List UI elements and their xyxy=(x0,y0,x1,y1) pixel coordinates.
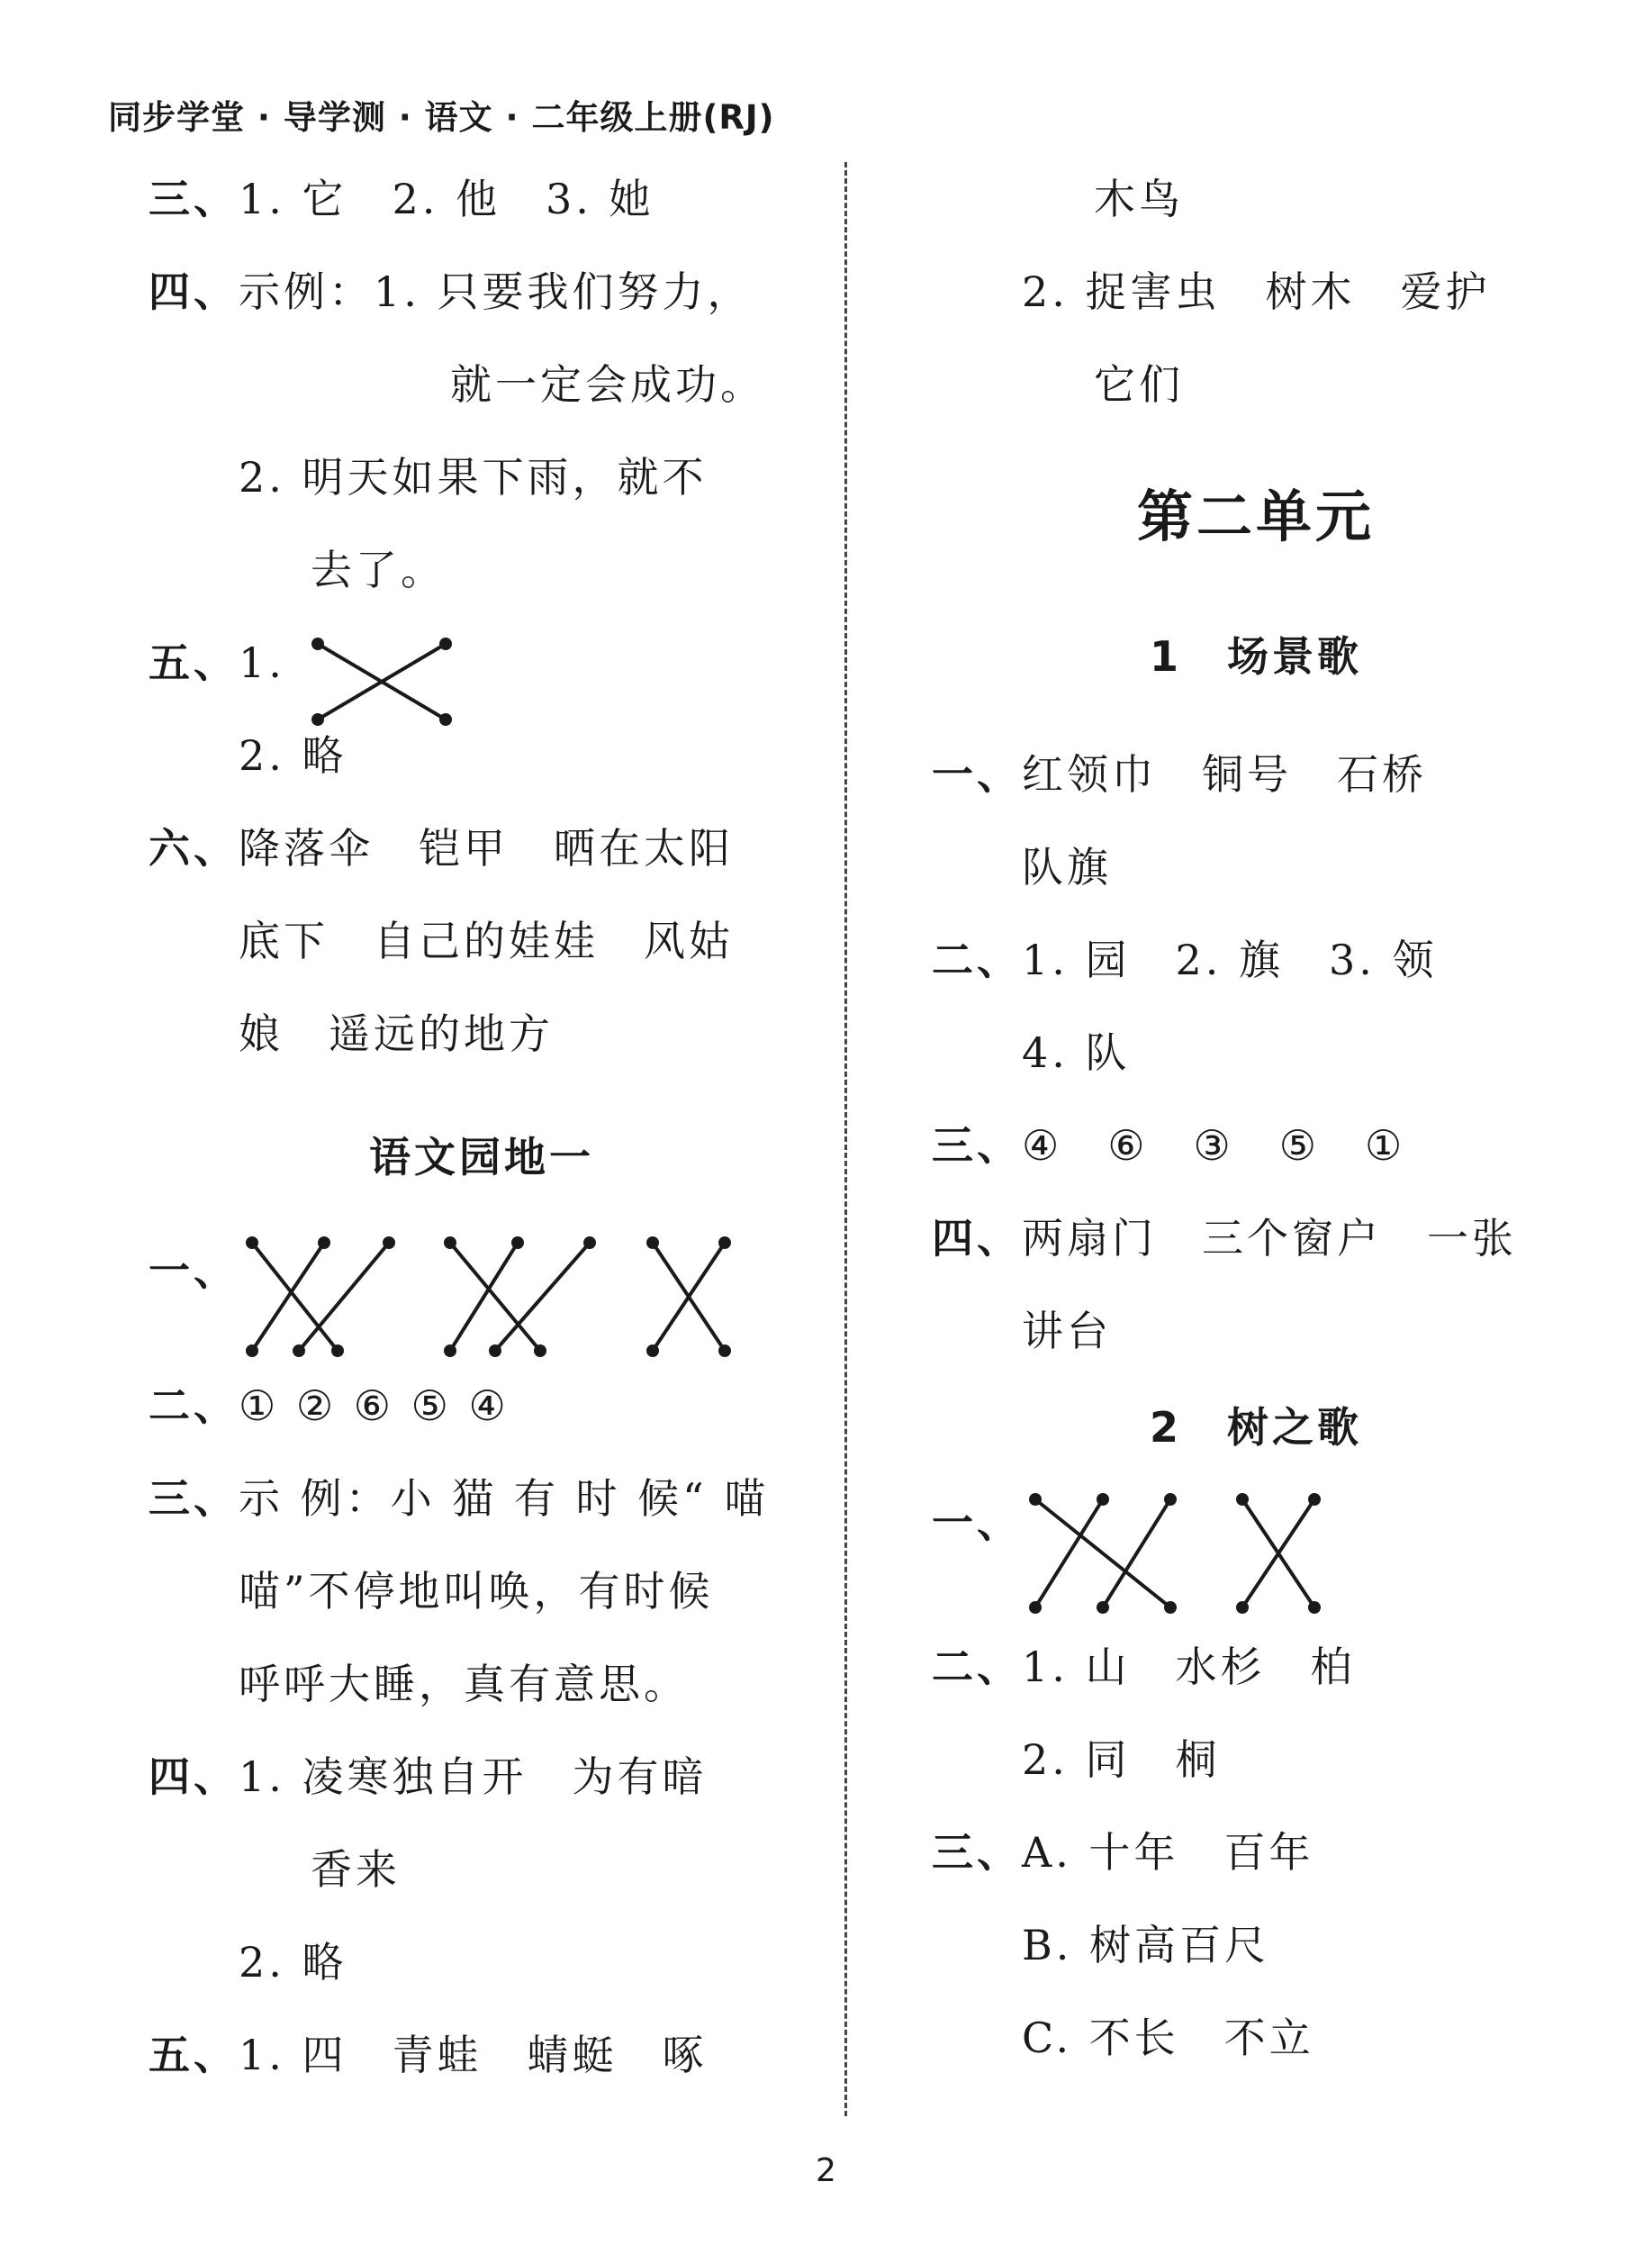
answer-4-line3: 2. 明天如果下雨，就不 xyxy=(239,453,708,502)
garden-answer-3-line2: 喵”不停地叫唤，有时候 xyxy=(239,1567,714,1616)
lesson1-answer-4-line2: 讲台 xyxy=(1022,1307,1112,1355)
lesson1-answer-4-line1: 四、两扇门 三个窗户 一张 xyxy=(932,1214,1517,1263)
answer-3: 三、1. 它 2. 他 3. 她 xyxy=(149,175,654,223)
continued-line3: 它们 xyxy=(1094,360,1184,409)
answer-4-line4: 去了。 xyxy=(311,546,446,594)
lesson1-answer-3: 三、④ ⑥ ③ ⑤ ① xyxy=(932,1121,1406,1170)
lesson2-answer-3-line2: B. 树高百尺 xyxy=(1022,1921,1270,1969)
lesson-title: 2 树之歌 xyxy=(1149,1403,1362,1452)
garden-answer-4-line1: 四、1. 凌寒独自开 为有暗 xyxy=(149,1752,708,1801)
lesson2-answer-1: 一、 xyxy=(932,1477,1580,1621)
matching-lines-diagram xyxy=(1026,1490,1332,1616)
answer-5-item2: 2. 略 xyxy=(239,731,348,780)
page-number: 2 xyxy=(816,2152,836,2189)
lesson1-answer-2-line2: 4. 队 xyxy=(1022,1028,1131,1077)
unit-title: 第二单元 xyxy=(1136,484,1375,549)
garden-answer-4-line3: 2. 略 xyxy=(239,1938,348,1987)
lesson1-answer-1-line2: 队旗 xyxy=(1022,843,1112,892)
answer-4-line2: 就一定会成功。 xyxy=(450,360,765,409)
answer-6-line2: 底下 自己的娃娃 风姑 xyxy=(239,917,734,965)
answer-6-line1: 六、降落伞 铠甲 晒在太阳 xyxy=(149,824,734,873)
column-divider xyxy=(844,162,847,2116)
lesson2-answer-2-line1: 二、1. 山 水杉 柏 xyxy=(932,1643,1356,1691)
lesson-title: 1 场景歌 xyxy=(1149,632,1362,681)
continued-line1: 木鸟 xyxy=(1094,175,1184,223)
garden-answer-5-line1: 五、1. 四 青蛙 蜻蜓 啄 xyxy=(149,2031,708,2079)
right-column xyxy=(932,153,1580,2085)
answer-5-item1: 五、1. xyxy=(149,617,815,710)
continued-line2: 2. 捉害虫 树木 爱护 xyxy=(1022,267,1491,316)
garden-answer-3-line3: 呼呼大睡，真有意思。 xyxy=(239,1660,689,1708)
garden-answer-3-line1: 三、示 例：小 猫 有 时 候“ 喵 xyxy=(149,1474,770,1523)
lesson1-answer-1-line1: 一、红领巾 铜号 石桥 xyxy=(932,750,1427,799)
garden-answer-4-line2: 香来 xyxy=(311,1845,401,1894)
lesson2-answer-3-line3: C. 不长 不立 xyxy=(1022,2014,1314,2062)
lesson2-answer-3-line1: 三、A. 十年 百年 xyxy=(932,1828,1314,1877)
book-header: 同步学堂 · 导学测 · 语文 · 二年级上册(RJ) xyxy=(108,98,775,137)
answer-4-line1: 四、示例：1. 只要我们努力， xyxy=(149,267,753,316)
garden-answer-1: 一、 xyxy=(149,1225,815,1360)
section-title: 语文园地一 xyxy=(369,1133,594,1181)
answer-6-line3: 娘 遥远的地方 xyxy=(239,1009,554,1058)
left-column xyxy=(149,153,815,2102)
lesson1-answer-2-line1: 二、1. 园 2. 旗 3. 领 xyxy=(932,936,1438,984)
lesson2-answer-2-line2: 2. 同 桐 xyxy=(1022,1735,1221,1784)
matching-lines-diagram xyxy=(243,1234,756,1360)
garden-answer-2: 二、① ② ⑥ ⑤ ④ xyxy=(149,1381,510,1430)
